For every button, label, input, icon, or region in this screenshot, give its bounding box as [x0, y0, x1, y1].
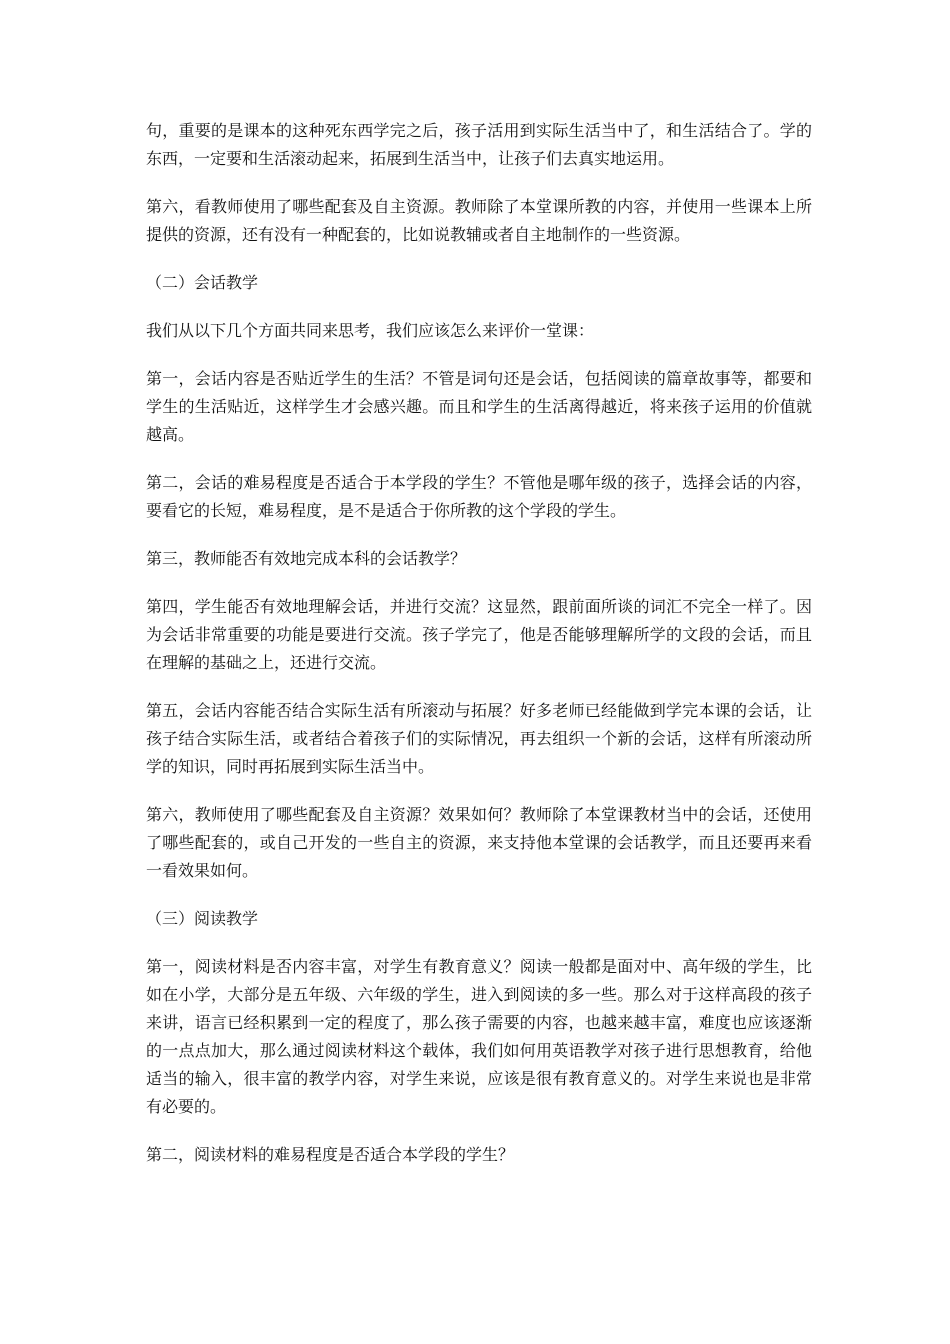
paragraph-conversation-fifth: 第五，会话内容能否结合实际生活有所滚动与拓展？好多老师已经能做到学完本课的会话，让孩子结合实际生活，或者结合着孩子们的实际情况，再去组织一个新的会话，这样有所滚动所学的知识，同时再拓展到实际生活当中。 [146, 701, 812, 776]
section-heading-conversation: （二）会话教学 [146, 273, 259, 292]
document-page [146, 117, 812, 1189]
paragraph-conversation-first: 第一，会话内容是否贴近学生的生活？不管是词句还是会话，包括阅读的篇章故事等，都要和学生的生活贴近，这样学生才会感兴趣。而且和学生的生活离得越近，将来孩子运用的价值就越高。 [146, 369, 812, 444]
paragraph-continuation: 句，重要的是课本的这种死东西学完之后，孩子活用到实际生活当中了，和生活结合了。学的东西，一定要和生活滚动起来，拓展到生活当中，让孩子们去真实地运用。 [146, 121, 812, 168]
paragraph-sixth-resources: 第六，看教师使用了哪些配套及自主资源。教师除了本堂课所教的内容，并使用一些课本上所提供的资源，还有没有一种配套的，比如说教辅或者自主地制作的一些资源。 [146, 197, 812, 244]
paragraph-conversation-sixth: 第六，教师使用了哪些配套及自主资源？效果如何？教师除了本堂课教材当中的会话，还使用了哪些配套的，或自己开发的一些自主的资源，来支持他本堂课的会话教学，而且还要再来看一看效果如何。 [146, 805, 812, 880]
paragraph-intro: 我们从以下几个方面共同来思考，我们应该怎么来评价一堂课： [146, 321, 595, 340]
paragraph-reading-second: 第二，阅读材料的难易程度是否适合本学段的学生？ [146, 1145, 515, 1164]
paragraph-reading-first: 第一，阅读材料是否内容丰富，对学生有教育意义？阅读一般都是面对中、高年级的学生，比如在小学，大部分是五年级、六年级的学生，进入到阅读的多一些。那么对于这样高段的孩子来讲，语言已经积累到一定的程度了，那么孩子需要的内容，也越来越丰富，难度也应该逐渐的一点点加大，那么通过阅读材料这个载体，我们如何用英语教学对孩子进行思想教育，给他适当的输入，很丰富的教学内容，对学生来说，应该是很有教育意义的。对学生来说也是非常有必要的。 [146, 957, 812, 1116]
section-heading-reading: （三）阅读教学 [146, 909, 259, 928]
paragraph-conversation-second: 第二，会话的难易程度是否适合于本学段的学生？不管他是哪年级的孩子，选择会话的内容，要看它的长短，难易程度，是不是适合于你所教的这个学段的学生。 [146, 473, 812, 520]
paragraph-conversation-third: 第三，教师能否有效地完成本科的会话教学？ [146, 549, 467, 568]
paragraph-conversation-fourth: 第四，学生能否有效地理解会话，并进行交流？这显然，跟前面所谈的词汇不完全一样了。因为会话非常重要的功能是要进行交流。孩子学完了，他是否能够理解所学的文段的会话，而且在理解的基础之上，还进行交流。 [146, 597, 812, 672]
